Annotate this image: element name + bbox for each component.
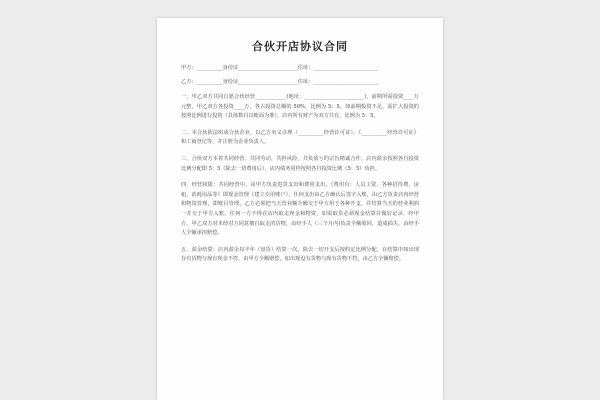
party-a-line: 甲方：__________身份证_______________________住址：_________________________ (181, 65, 379, 71)
document-page (157, 18, 443, 400)
party-b-line: 乙方：__________身份证_______________________住址：_________________________ (181, 79, 379, 85)
clause-2: 二、本合伙依法组成合伙企业，以乙方名义办理（__________经营许可证）、《__________经营许可证》和工商登记等，并注册为企业负责人。 (181, 129, 419, 146)
clause-1: 一、甲乙双方共同自愿合伙经营____________(地址：_______________________)，前期所需投资____万元整，甲乙双方各投资____万，各占投资总额的 50%，比例为 5：5。如前期投资不足，需扩大投资的按照比例进行投资（具体数目以账面为准），店内所有财产为双方共有，比例为 5：5。 (181, 94, 419, 120)
clause-5: 五、盈余结算：店内盈余每半年（盘货）结算一次，除去一切开支后按约定比例分配，在结算中如出现存有货物与现有现金不符，由甲方全额赔偿，如出现没有货物与现有货物不符，由乙方全额赔偿。 (181, 246, 419, 263)
clause-4: 四、经营权限：共同经营中，由甲方负责进货支出和费用支出，（费用有：人员工资、各种招待费，房租，消耗用品等）即现金管理（建立专用账户），任何支出由乙方确认后签字入账，由乙方负责店内经营和物资管理，即账目管理。乙方必须把当天营业额全额交于甲方用于各种开支，并结算当天的营业利润一并交于甲方入账。任何一方不得在店内取走现金和物资，如需取货必须现金结算并做好记录，经甲方、甲乙双方对未经对方同意擅自取走的货物，由经手人（三个月内)负责全额收回，造成损失，由经手人全额承担赔偿。 (181, 182, 419, 237)
clause-3: 三、合伙双方本着共同经营、共同劳动，共担风险，共负盈亏的宗旨精诚合作。店内盈余按照各自投资比例分配即 5：5（除去一切费用后），店内债务同样按照各自投资比例（5：5）负担。 (181, 155, 419, 172)
document-title: 合伙开店协议合同 (252, 40, 348, 53)
